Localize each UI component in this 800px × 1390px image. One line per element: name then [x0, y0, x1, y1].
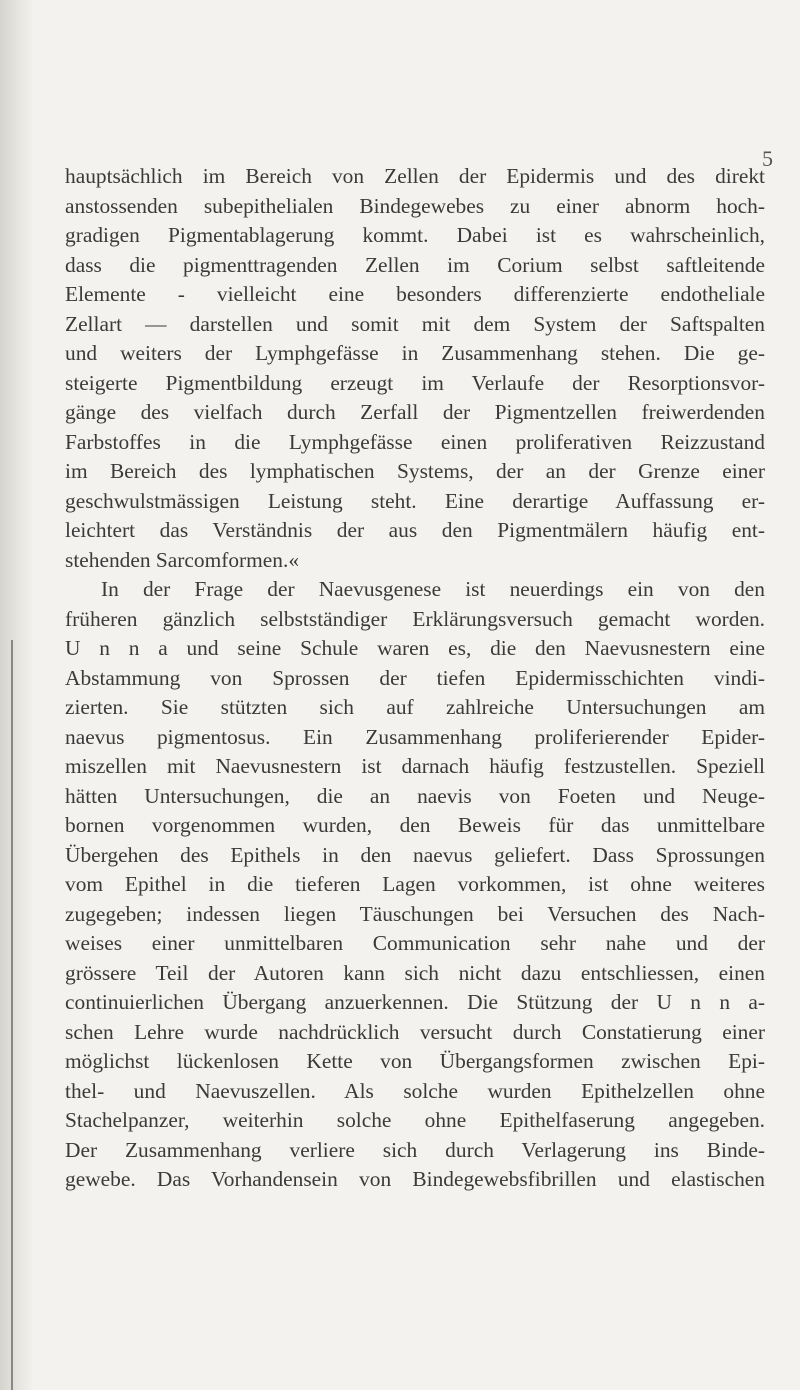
body-text [65, 162, 765, 1195]
text-line: dass die pigmenttragenden Zellen im Corium selbst saftleitende [65, 252, 765, 277]
text-line: leichtert das Verständnis der aus den Pigmentmälern häufig ent- [65, 518, 765, 542]
text-line: im Bereich des lymphatischen Systems, der an der Grenze einer [65, 459, 765, 483]
text-line: Übergehen des Epithels in den naevus geliefert. Dass Sprossungen [65, 842, 765, 867]
text-line: Elemente - vielleicht eine besonders differenzierte endotheliale [65, 282, 765, 306]
text-line: vom Epithel in die tieferen Lagen vorkommen, ist ohne weiteres [65, 872, 765, 896]
text-line: steigerte Pigmentbildung erzeugt im Verlaufe der Resorptionsvor- [65, 370, 765, 395]
text-line: stehenden Sarcomformen.« [65, 547, 300, 572]
page-number: 5 [762, 146, 773, 171]
text-line: bornen vorgenommen wurden, den Beweis für das unmittelbare [65, 813, 765, 837]
text-line: thel- und Naevuszellen. Als solche wurden Epithelzellen ohne [65, 1078, 765, 1103]
text-line: gradigen Pigmentablagerung kommt. Dabei ist es wahrscheinlich, [65, 223, 765, 247]
binding-shadow-line [11, 640, 13, 1390]
text-line: continuierlichen Übergang anzuerkennen. Die Stützung der U n n a- [65, 990, 765, 1014]
text-line: Abstammung von Sprossen der tiefen Epidermisschichten vindi- [65, 665, 765, 690]
text-line: Farbstoffes in die Lymphgefässe einen proliferativen Reizzustand [65, 429, 765, 454]
text-line: anstossenden subepithelialen Bindegewebes zu einer abnorm hoch- [65, 193, 765, 218]
text-line: gewebe. Das Vorhandensein von Bindegewebsfibrillen und elastischen [65, 1167, 765, 1191]
text-line: Zellart — darstellen und somit mit dem System der Saftspalten [65, 311, 765, 336]
text-line: hätten Untersuchungen, die an naevis von Foeten und Neuge- [65, 783, 765, 808]
text-line: hauptsächlich im Bereich von Zellen der Epidermis und des direkt [65, 164, 765, 188]
text-line: gänge des vielfach durch Zerfall der Pigmentzellen freiwerdenden [65, 400, 765, 424]
text-line: grössere Teil der Autoren kann sich nicht dazu entschliessen, einen [65, 960, 765, 985]
text-line: miszellen mit Naevusnestern ist darnach häufig festzustellen. Speziell [65, 754, 765, 778]
text-line: früheren gänzlich selbstständiger Erklärungsversuch gemacht worden. [65, 606, 765, 631]
text-line: Stachelpanzer, weiterhin solche ohne Epithelfaserung angegeben. [65, 1108, 765, 1132]
text-line: weises einer unmittelbaren Communication sehr nahe und der [65, 931, 765, 955]
text-line: zugegeben; indessen liegen Täuschungen bei Versuchen des Nach- [65, 901, 765, 926]
text-line: möglichst lückenlosen Kette von Übergangsformen zwischen Epi- [65, 1049, 765, 1073]
text-line: Der Zusammenhang verliere sich durch Verlagerung ins Binde- [65, 1137, 765, 1162]
text-line: und weiters der Lymphgefässe in Zusammenhang stehen. Die ge- [65, 341, 765, 365]
text-line: geschwulstmässigen Leistung steht. Eine derartige Auffassung er- [65, 488, 765, 513]
page-binding-edge [0, 0, 34, 1390]
text-line: schen Lehre wurde nachdrücklich versucht durch Constatierung einer [65, 1019, 765, 1044]
text-line: In der Frage der Naevusgenese ist neuerdings ein von den [101, 577, 765, 601]
text-line: zierten. Sie stützten sich auf zahlreiche Untersuchungen am [65, 695, 765, 719]
text-line: U n n a und seine Schule waren es, die den Naevusnestern eine [65, 636, 765, 660]
text-line: naevus pigmentosus. Ein Zusammenhang proliferierender Epider- [65, 724, 765, 749]
